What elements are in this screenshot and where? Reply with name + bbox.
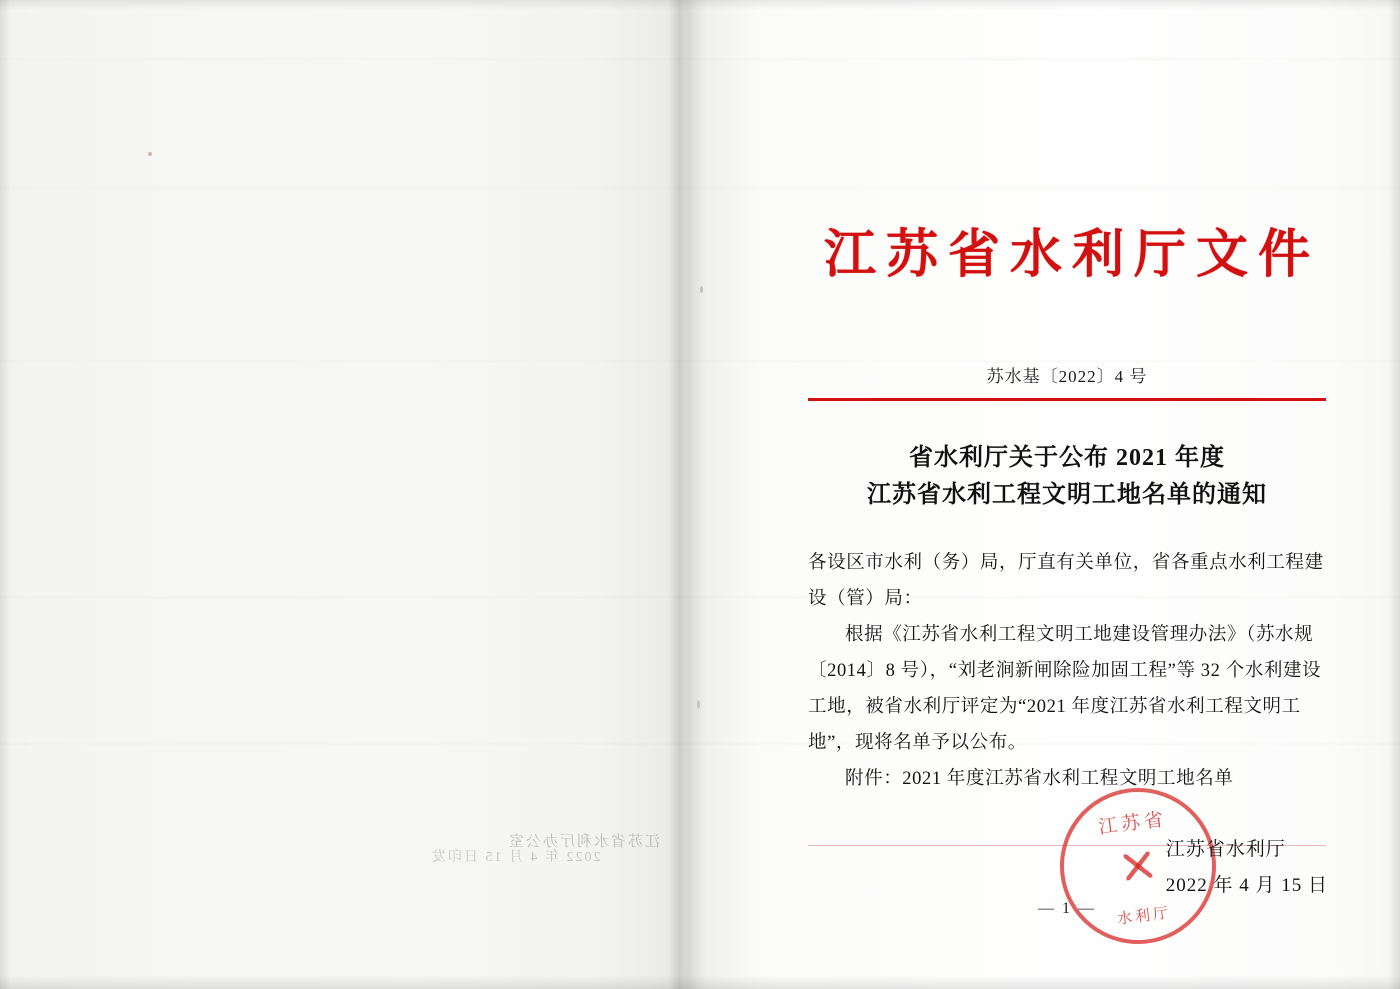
attachment-line: 附件：2021 年度江苏省水利工程文明工地名单 <box>845 769 1234 790</box>
page-fold-shadow <box>668 0 694 989</box>
signature-block <box>1166 832 1328 904</box>
signer-name: 江苏省水利厅 <box>1165 839 1286 860</box>
scan-speck <box>700 286 703 293</box>
showthrough-text-line-1: 江苏省水利厅办公室 <box>506 834 660 850</box>
seal-top-text: 江苏省 <box>1097 808 1169 839</box>
subject-line-1: 省水利厅关于公布 2021 年度 <box>909 445 1225 471</box>
subject-line-2: 江苏省水利工程文明工地名单的通知 <box>867 482 1267 509</box>
red-horizontal-rule <box>808 398 1326 401</box>
seal-bottom-text: 水利厅 <box>1116 903 1172 928</box>
document-masthead: 江苏省水利厅文件 <box>823 224 1320 285</box>
body-paragraph-1: 根据《江苏省水利工程文明工地建设管理办法》（苏水规〔2014〕8 号），“刘老涧新闸除险加固工程”等 32 个水利建设工地，被省水利厅评定为“2021 年度江苏省水利工程文明工地”，现将名单予以公布。 <box>808 625 1322 754</box>
salutation-paragraph: 各设区市水利（务）局，厅直有关单位，省各重点水利工程建设（管）局： <box>808 553 1324 610</box>
document-subject <box>772 440 1362 514</box>
scan-edge-shadow-left <box>0 0 10 989</box>
document-body <box>808 545 1328 797</box>
scan-speck <box>697 700 700 709</box>
scan-speck <box>148 152 152 156</box>
document-page <box>730 0 1400 989</box>
document-number: 苏水基〔2022〕4 号 <box>986 367 1148 386</box>
signature-date: 2022 年 4 月 15 日 <box>1165 875 1328 897</box>
showthrough-text-line-2: 2022 年 4 月 15 日印发 <box>430 850 601 865</box>
page-number: — 1 — <box>1038 900 1096 917</box>
